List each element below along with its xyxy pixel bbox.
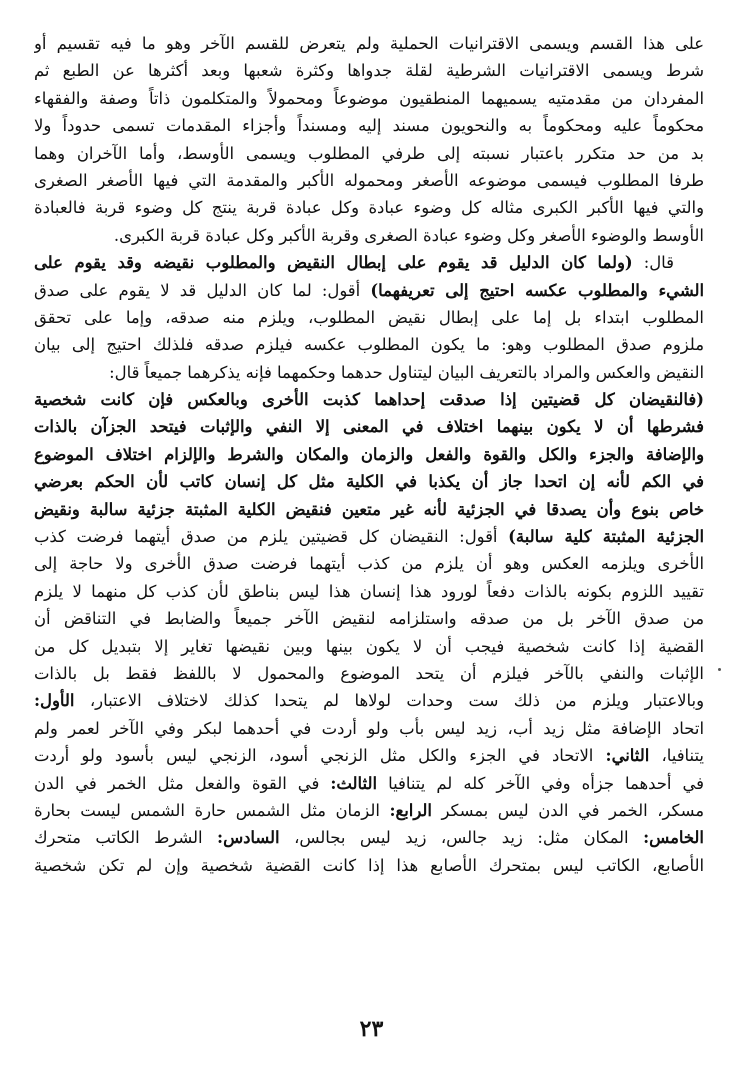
text-line bbox=[34, 30, 704, 57]
text-run: محكوماً عليه ومحكوماً به والنحويون مسند إليه ومسنداً وأجزاء المقدمات تسمى حدوداً ولا bbox=[34, 116, 704, 136]
text-run: أقول: النقيضان كل قضيتين يلزم من صدق أيتهما فرضت كذب bbox=[34, 527, 509, 547]
text-line bbox=[34, 167, 704, 194]
bold-text-run: السادس: bbox=[217, 828, 280, 848]
text-run: والتي فيها الأكبر الكبرى مثاله كل وضوء عبادة وكل عبادة قربة ينتج كل وضوء قربة فالعبادة bbox=[34, 198, 704, 218]
text-line bbox=[34, 331, 704, 358]
text-run: يتنافيا، bbox=[649, 746, 704, 766]
bold-text-run: الثاني: bbox=[605, 746, 650, 766]
bold-text-run: في الكم لأنه إن اتحدا جاز أن يكذبا في الكلية مثل كل إنسان كاتب لأن الحكم بعرضي bbox=[34, 472, 704, 492]
text-line bbox=[34, 824, 704, 851]
text-run: وبالاعتبار ويلزم من ذلك ست وحدات لولاها لم يتحدا كذلك لاختلاف الاعتبار، bbox=[74, 691, 704, 711]
text-line bbox=[34, 194, 704, 221]
text-line bbox=[34, 633, 704, 660]
text-line bbox=[34, 304, 704, 331]
text-run: الأصابع، الكاتب ليس بمتحرك الأصابع هذا إذا كانت القضية شخصية وإن لم تكن شخصية bbox=[34, 855, 704, 875]
text-run: المكان مثل: زيد جالس، زيد ليس بجالس، bbox=[279, 828, 644, 848]
text-run: الاتحاد في الجزء والكل مثل الزنجي أسود، الزنجي ليس بأسود ولو أردت bbox=[34, 746, 606, 766]
bold-text-run: الأول: bbox=[34, 691, 75, 711]
text-line bbox=[34, 57, 704, 84]
bold-text-run: الخامس: bbox=[643, 828, 704, 848]
text-run: أقول: لما كان الدليل قد لا يقوم على صدق bbox=[34, 280, 371, 300]
text-line bbox=[34, 715, 704, 742]
text-run: المطلوب ابتداء بل إما على إبطال نقيض المطلوب، ويلزم منه صدقه، وإما على تحقق bbox=[34, 307, 704, 327]
text-run: تقييد اللزوم بكونه بالذات دفعاً لورود هذا إنسان هذا ليس بناطق لأن كذب كل منهما لا يلزم bbox=[34, 581, 704, 601]
bold-text-run: (فالنقيضان كل قضيتين إذا صدقت إحداهما كذبت الأخرى وبالعكس فإن كانت شخصية bbox=[34, 390, 704, 410]
text-run: من صدق الآخر بل من صدقه واستلزامه لنقيض الآخر جميعاً والضابط في التناقض أن bbox=[34, 609, 704, 629]
text-line bbox=[34, 222, 704, 249]
text-run: ملزوم صدق المطلوب وهو: ما يكون المطلوب عكسه فيلزم صدقه فلذلك احتيج إلى بيان bbox=[34, 335, 704, 355]
text-run: اتحاد الإضافة مثل زيد أب، زيد ليس بأب ولو أردت في أحدهما لبكر وفي الآخر لعمر ولم bbox=[34, 718, 704, 738]
text-run: على هذا القسم ويسمى الاقترانيات الحملية ولم يتعرض للقسم الآخر وهو ما فيه تقسيم أو bbox=[34, 34, 704, 53]
text-run: المفردان من مقدمتيه يسميهما المنطقيون موضوعاً ومحمولاً والمتكلمون ذاتاً وصفة والفقهاء bbox=[34, 88, 704, 108]
bold-text-run: والإضافة والجزء والكل والقوة والفعل والزمان والمكان والشرط والإلزام اختلاف الموضوع bbox=[34, 444, 704, 464]
book-page-text bbox=[34, 30, 704, 1030]
text-line bbox=[34, 523, 704, 550]
text-line bbox=[34, 660, 704, 687]
text-line bbox=[34, 605, 704, 632]
text-line bbox=[34, 770, 704, 797]
text-line bbox=[34, 797, 704, 824]
text-line bbox=[34, 468, 704, 495]
text-run: طرفا المطلوب فيسمى موضوعه الأصغر ومحموله الأكبر والمقدمة التي فيها الأصغر الصغرى bbox=[34, 170, 704, 190]
text-line bbox=[34, 550, 704, 577]
bold-text-run: الرابع: bbox=[389, 800, 432, 820]
text-run: مسكر، الخمر في الدن ليس بمسكر bbox=[431, 800, 704, 820]
bold-text-run: (ولما كان الدليل قد يقوم على إبطال النقيض والمطلوب نقيضه وقد يقوم على bbox=[34, 253, 633, 273]
text-line bbox=[34, 249, 704, 276]
text-run: في القوة والفعل مثل الخمر في الدن bbox=[34, 773, 331, 793]
bold-text-run: الثالث: bbox=[330, 773, 378, 793]
text-line bbox=[34, 277, 704, 304]
page-number: ٢٣ bbox=[359, 1016, 384, 1042]
text-run: الأوسط والوضوء الأصغر وكل وضوء عبادة الصغرى وقربة الأكبر وكل عبادة قربة الكبرى. bbox=[113, 225, 704, 245]
text-line bbox=[34, 852, 704, 879]
text-line bbox=[34, 441, 704, 468]
text-line bbox=[34, 85, 704, 112]
text-line bbox=[34, 359, 704, 386]
bold-text-run: الجزئية المثبتة كلية سالبة) bbox=[508, 527, 704, 547]
text-line bbox=[34, 742, 704, 769]
text-line bbox=[34, 496, 704, 523]
bold-text-run: الشيء والمطلوب عكسه احتيج إلى تعريفهما) bbox=[370, 280, 704, 300]
text-run: قال: bbox=[632, 253, 674, 273]
text-run: النقيض والعكس والمراد بالتعريف البيان ليتناول حدهما وحكمهما فإنه يذكرهما جميعاً قال: bbox=[109, 362, 704, 382]
text-run: الزمان مثل الشمس حارة الشمس ليست بحارة bbox=[34, 800, 390, 820]
text-run: في أحدهما جزأه وفي الآخر كله لم يتنافيا bbox=[377, 773, 704, 793]
text-run: الشرط الكاتب متحرك bbox=[34, 828, 218, 848]
text-line bbox=[34, 578, 704, 605]
text-run: القضية إذا كانت شخصية فيجب أن لا يكون بينها وبين نقيضها تغاير إلا بتبديل كل من bbox=[34, 636, 704, 656]
text-run: الأخرى ويلزمه العكس وهو أن يلزم من كذب أيتهما فرضت صدق الأخرى ولا حاجة إلى bbox=[34, 554, 704, 574]
text-line bbox=[34, 140, 704, 167]
text-line bbox=[34, 413, 704, 440]
bold-text-run: خاص بنوع وأن يصدقا في الجزئية لأنه غير متعين فنقيض الكلية المثبتة جزئية سالبة ونقيض bbox=[34, 499, 704, 519]
text-line bbox=[34, 386, 704, 413]
text-line bbox=[34, 687, 704, 714]
text-run: شرط ويسمى الاقترانيات الشرطية لقلة جدواها وكثرة شعبها وبعد أكثرها عن الطبع ثم bbox=[34, 61, 704, 81]
bold-text-run: فشرطها أن لا يكون بينهما اختلاف في المعنى إلا النفي والإثبات فيتحد الجزآن بالذات bbox=[34, 417, 704, 437]
text-line bbox=[34, 112, 704, 139]
text-run: الإثبات والنفي بالآخر فيلزم أن يتحد الموضوع والمحمول لا باللفظ فقط بل بالذات bbox=[34, 663, 704, 683]
margin-dot bbox=[718, 668, 721, 671]
text-run: بد من حد متكرر باعتبار نسبته إلى طرفي المطلوب ويسمى الأوسط، وأما الآخران وهما bbox=[34, 143, 704, 163]
